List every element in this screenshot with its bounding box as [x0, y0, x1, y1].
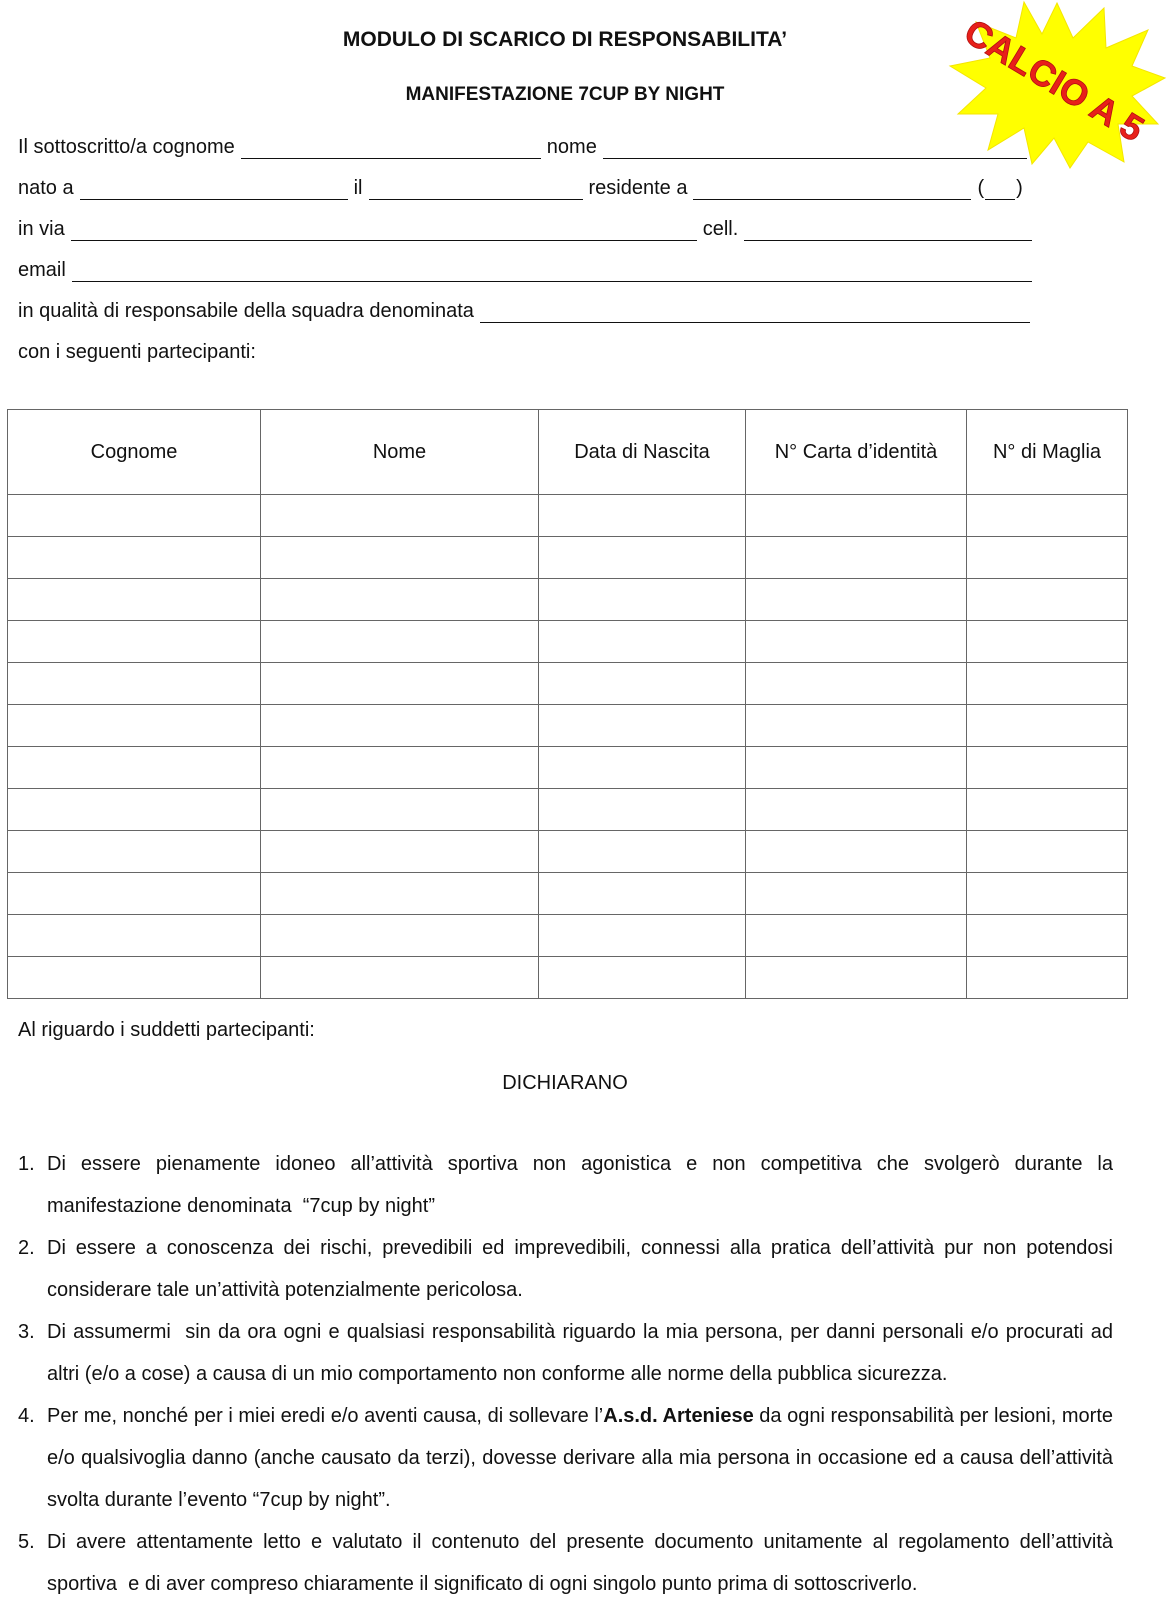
table-cell[interactable] — [8, 831, 261, 873]
table-row — [8, 705, 1128, 747]
table-cell[interactable] — [539, 831, 746, 873]
table-row — [8, 789, 1128, 831]
birthplace-field[interactable] — [80, 179, 348, 200]
declare-heading: DICHIARANO — [502, 1072, 628, 1094]
participants-table — [7, 409, 1128, 999]
paren-close: ) — [1016, 177, 1023, 199]
table-cell[interactable] — [539, 915, 746, 957]
badge-text: CALCIO A 5 — [957, 10, 1152, 150]
table-cell[interactable] — [261, 873, 539, 915]
table-row — [8, 663, 1128, 705]
table-cell[interactable] — [746, 831, 967, 873]
team-name-field[interactable] — [480, 302, 1030, 323]
table-cell[interactable] — [967, 789, 1128, 831]
table-cell[interactable] — [261, 915, 539, 957]
col-header: Data di Nascita — [539, 410, 746, 495]
label-partecipanti: con i seguenti partecipanti: — [18, 341, 256, 363]
label-residente: residente a — [588, 177, 688, 199]
table-cell[interactable] — [261, 663, 539, 705]
table-row — [8, 915, 1128, 957]
cognome-field[interactable] — [241, 138, 541, 159]
list-item — [18, 1395, 1113, 1521]
col-header: N° Carta d’identità — [746, 410, 967, 495]
table-cell[interactable] — [967, 537, 1128, 579]
label-squadra: in qualità di responsabile della squadra denominata — [18, 300, 474, 322]
table-cell[interactable] — [8, 957, 261, 999]
item-text: Di essere pienamente idoneo all’attività sportiva non agonistica e non competitiva che svolgerò durante la manifestazione denominata “7cup by night” — [47, 1153, 1113, 1217]
list-item — [18, 1227, 1113, 1311]
item-number: 5. — [18, 1531, 35, 1553]
table-cell[interactable] — [967, 579, 1128, 621]
table-cell[interactable] — [539, 537, 746, 579]
table-header-row — [8, 410, 1128, 495]
table-cell[interactable] — [967, 747, 1128, 789]
province-field[interactable] — [985, 179, 1015, 200]
table-cell[interactable] — [261, 537, 539, 579]
table-cell[interactable] — [8, 747, 261, 789]
label-email: email — [18, 259, 66, 281]
table-cell[interactable] — [261, 579, 539, 621]
table-cell[interactable] — [746, 621, 967, 663]
form-line-name — [18, 133, 1033, 159]
table-cell[interactable] — [261, 705, 539, 747]
table-cell[interactable] — [8, 873, 261, 915]
item-number: 2. — [18, 1237, 35, 1259]
table-cell[interactable] — [539, 957, 746, 999]
phone-field[interactable] — [744, 220, 1032, 241]
intro-text: Al riguardo i suddetti partecipanti: — [18, 1019, 315, 1041]
table-cell[interactable] — [967, 915, 1128, 957]
table-row — [8, 957, 1128, 999]
table-cell[interactable] — [967, 495, 1128, 537]
item-text: Di essere a conoscenza dei rischi, prevedibili ed imprevedibili, connessi alla pratica dell’attività pur non potendosi considerare tale un’attività potenzialmente pericolosa. — [47, 1237, 1113, 1301]
label-cognome: Il sottoscritto/a cognome — [18, 136, 235, 158]
table-row — [8, 621, 1128, 663]
table-cell[interactable] — [539, 621, 746, 663]
list-item — [18, 1311, 1113, 1395]
table-cell[interactable] — [967, 663, 1128, 705]
label-nato: nato a — [18, 177, 74, 199]
table-row — [8, 537, 1128, 579]
table-cell[interactable] — [746, 747, 967, 789]
col-header: Nome — [261, 410, 539, 495]
table-row — [8, 495, 1128, 537]
table-cell[interactable] — [967, 957, 1128, 999]
table-cell[interactable] — [8, 663, 261, 705]
table-cell[interactable] — [746, 579, 967, 621]
form-line-email — [18, 256, 1038, 282]
table-cell[interactable] — [261, 621, 539, 663]
item-number: 4. — [18, 1405, 35, 1427]
item-number: 1. — [18, 1153, 35, 1175]
form-line-participants — [18, 338, 256, 364]
label-cell: cell. — [702, 218, 739, 240]
table-cell[interactable] — [261, 747, 539, 789]
table-cell[interactable] — [539, 789, 746, 831]
form-line-address — [18, 215, 1038, 241]
table-cell[interactable] — [8, 621, 261, 663]
label-il: il — [353, 177, 363, 199]
table-cell[interactable] — [8, 495, 261, 537]
organization-name: A.s.d. Arteniese — [603, 1405, 754, 1427]
table-cell[interactable] — [539, 495, 746, 537]
table-cell[interactable] — [261, 831, 539, 873]
birthdate-field[interactable] — [369, 179, 583, 200]
item-text: Di assumermi sin da ora ogni e qualsiasi responsabilità riguardo la mia persona, per danni personali e/o procurati ad altri (e/o a cose) a causa di un mio comportamento non conforme alle norme della pubblica sicurezza. — [47, 1321, 1113, 1385]
table-cell[interactable] — [967, 621, 1128, 663]
paren-open: ( — [977, 177, 985, 199]
table-body — [8, 495, 1128, 999]
table-cell[interactable] — [746, 495, 967, 537]
table-cell[interactable] — [8, 789, 261, 831]
table-cell[interactable] — [746, 789, 967, 831]
table-cell[interactable] — [8, 705, 261, 747]
label-nome: nome — [546, 136, 597, 158]
list-item — [18, 1143, 1113, 1227]
table-cell[interactable] — [539, 873, 746, 915]
page-subtitle: MANIFESTAZIONE 7CUP BY NIGHT — [405, 84, 725, 105]
form-line-team — [18, 297, 1036, 323]
list-item — [18, 1521, 1113, 1605]
table-cell[interactable] — [261, 957, 539, 999]
table-cell[interactable] — [746, 873, 967, 915]
table-cell[interactable] — [746, 705, 967, 747]
table-cell[interactable] — [746, 915, 967, 957]
table-cell[interactable] — [967, 705, 1128, 747]
table-row — [8, 873, 1128, 915]
table-cell[interactable] — [967, 831, 1128, 873]
address-field[interactable] — [71, 220, 697, 241]
item-number: 3. — [18, 1321, 35, 1343]
table-cell[interactable] — [746, 957, 967, 999]
table-cell[interactable] — [539, 579, 746, 621]
table-cell[interactable] — [539, 705, 746, 747]
table-cell[interactable] — [8, 537, 261, 579]
table-cell[interactable] — [8, 579, 261, 621]
table-cell[interactable] — [746, 537, 967, 579]
table-cell[interactable] — [261, 495, 539, 537]
table-cell[interactable] — [539, 663, 746, 705]
nome-field[interactable] — [603, 138, 1027, 159]
table-row — [8, 747, 1128, 789]
item-text-post: da ogni responsabilità per lesioni, morte e/o qualsivoglia danno (anche causato da terzi), dovesse derivare alla mia persona in occasione ed a causa dell’attività svolta durante l’evento “7cup by night”. — [47, 1405, 1114, 1511]
table-cell[interactable] — [8, 915, 261, 957]
table-cell[interactable] — [539, 747, 746, 789]
table-cell[interactable] — [967, 873, 1128, 915]
declarations-list — [18, 1143, 1113, 1605]
col-header: Cognome — [8, 410, 261, 495]
page-title: MODULO DI SCARICO DI RESPONSABILITA’ — [342, 28, 788, 51]
table-cell[interactable] — [261, 789, 539, 831]
form-line-birth — [18, 174, 1023, 200]
table-cell[interactable] — [746, 663, 967, 705]
table-row — [8, 579, 1128, 621]
table-row — [8, 831, 1128, 873]
residence-field[interactable] — [693, 179, 971, 200]
item-text: Di avere attentamente letto e valutato il contenuto del presente documento unitamente al regolamento dell’attività sportiva e di aver compreso chiaramente il significato di ogni singolo punto prima di sottoscriverlo. — [47, 1531, 1113, 1595]
email-field[interactable] — [72, 261, 1032, 282]
item-text-pre: Per me, nonché per i miei eredi e/o aventi causa, di sollevare l’ — [47, 1405, 604, 1427]
col-header: N° di Maglia — [967, 410, 1128, 495]
label-via: in via — [18, 218, 65, 240]
